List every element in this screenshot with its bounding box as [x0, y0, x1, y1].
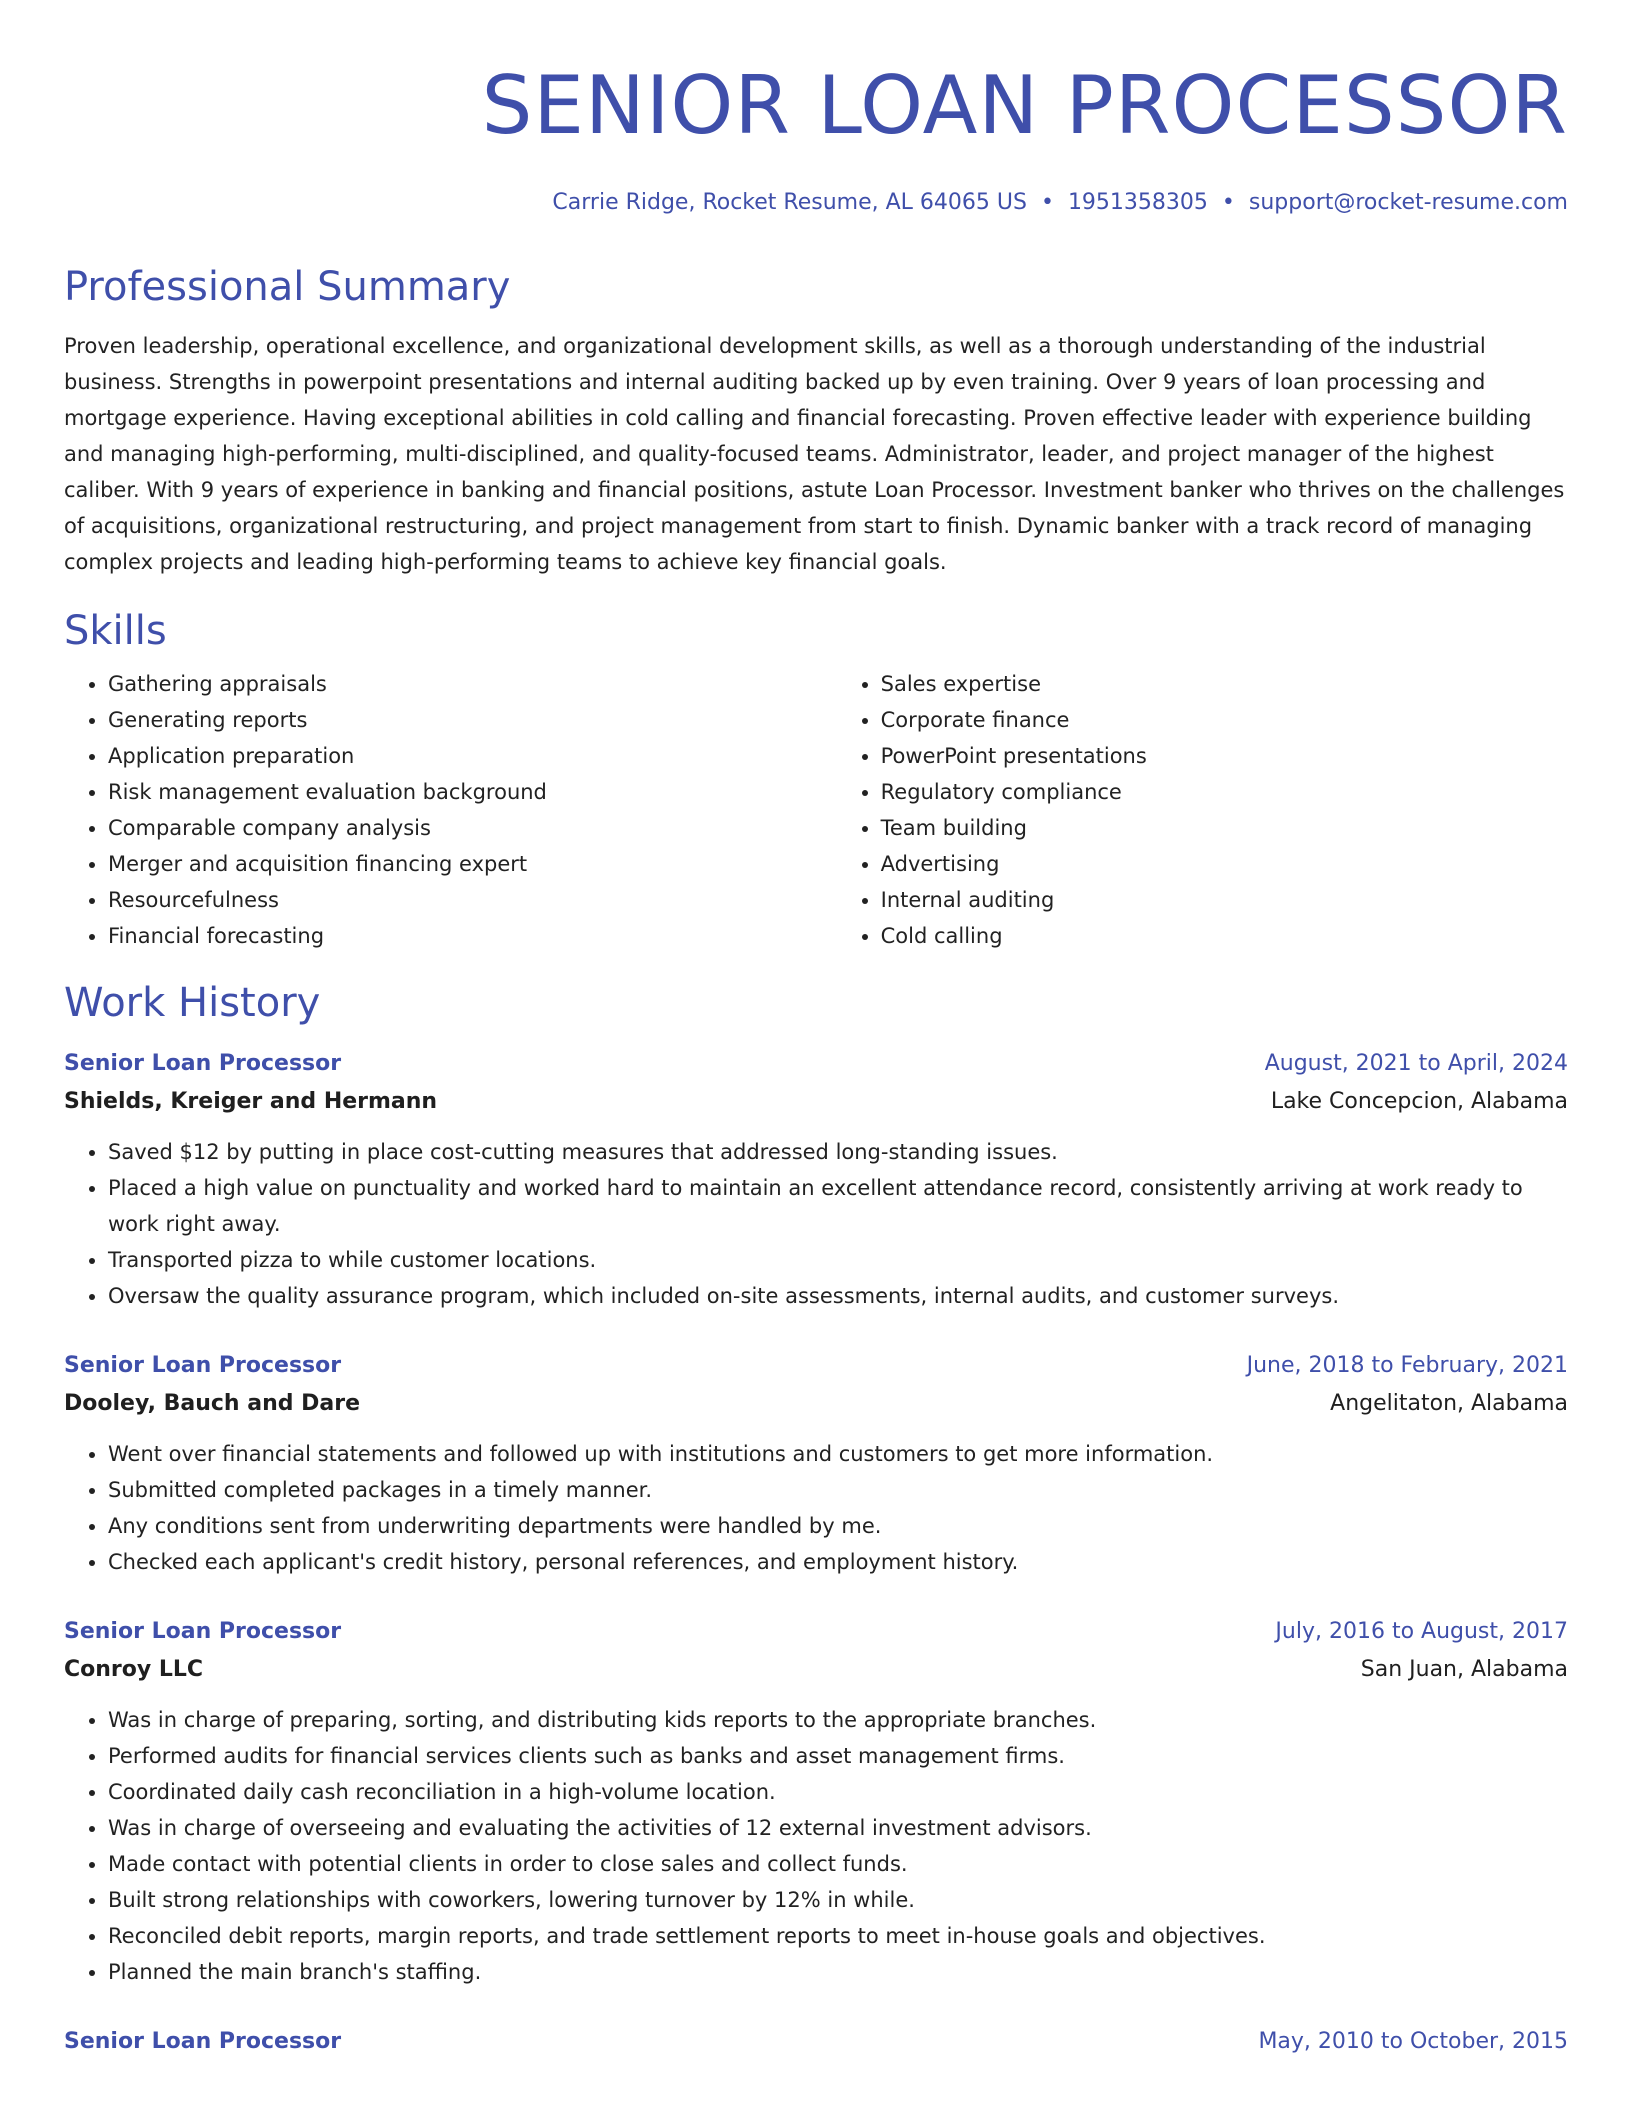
job-location: Lake Concepcion, Alabama [1270, 1089, 1568, 1114]
job-bullet: • Coordinated daily cash reconciliation in a high-volume location. [108, 1774, 1568, 1810]
job-bullet: • Transported pizza to while customer locations. [108, 1242, 1568, 1278]
job-bullet: • Made contact with potential clients in order to close sales and collect funds. [108, 1846, 1568, 1882]
job-bullet: • Submitted completed packages in a timely manner. [108, 1472, 1568, 1508]
skill-item: • Internal auditing [881, 882, 1568, 918]
skill-item: • Comparable company analysis [108, 810, 837, 846]
skills-column-left [64, 666, 837, 954]
job-dates: June, 2018 to February, 2021 [1246, 1353, 1568, 1378]
job-bullet: • Checked each applicant's credit history, personal references, and employment history. [108, 1544, 1568, 1580]
skill-item: • PowerPoint presentations [881, 738, 1568, 774]
resume-name-heading: SENIOR LOAN PROCESSOR [481, 59, 1568, 152]
skills-list [64, 666, 1568, 954]
contact-phone: 1951358305 [1067, 190, 1208, 215]
job-bullet: • Performed audits for financial services clients such as banks and asset management firms. [108, 1738, 1568, 1774]
contact-separator: • [1221, 190, 1235, 215]
skill-item: • Cold calling [881, 918, 1568, 954]
skill-item: • Application preparation [108, 738, 837, 774]
contact-address: Carrie Ridge, Rocket Resume, AL 64065 US [552, 190, 1027, 215]
skill-item: • Generating reports [108, 702, 837, 738]
contact-line [64, 188, 1568, 218]
job-bullets [64, 1702, 1568, 1990]
job-company: Conroy LLC [64, 1657, 204, 1682]
job-title: Senior Loan Processor [64, 1353, 342, 1378]
job-location: San Juan, Alabama [1360, 1657, 1568, 1682]
section-title-summary: Professional Summary [64, 264, 511, 310]
contact-separator: • [1040, 190, 1054, 215]
job-title: Senior Loan Processor [64, 2029, 342, 2054]
job-bullet: • Was in charge of preparing, sorting, and distributing kids reports to the appropriate branches. [108, 1702, 1568, 1738]
skill-item: • Advertising [881, 846, 1568, 882]
job-title: Senior Loan Processor [64, 1051, 342, 1076]
section-title-work-history: Work History [64, 980, 321, 1026]
job-entry [64, 1614, 1568, 1990]
resume-page [64, 0, 1568, 2060]
job-bullet: • Any conditions sent from underwriting departments were handled by me. [108, 1508, 1568, 1544]
job-bullet: • Built strong relationships with coworkers, lowering turnover by 12% in while. [108, 1882, 1568, 1918]
job-company: Shields, Kreiger and Hermann [64, 1089, 438, 1114]
skill-item: • Merger and acquisition financing expert [108, 846, 837, 882]
skill-item: • Gathering appraisals [108, 666, 837, 702]
skill-item: • Risk management evaluation background [108, 774, 837, 810]
job-bullet: • Was in charge of overseeing and evaluating the activities of 12 external investment advisors. [108, 1810, 1568, 1846]
job-title: Senior Loan Processor [64, 1619, 342, 1644]
job-dates: August, 2021 to April, 2024 [1264, 1051, 1568, 1076]
section-title-skills: Skills [64, 608, 167, 654]
summary-text: Proven leadership, operational excellence, and organizational development skills, as well as a thorough understanding of the industrial business. Strengths in powerpoint presentations and internal auditing backed up by even training. Over 9 years of loan processing and mortgage experience. Having exceptional abilities in cold calling and financial forecasting. Proven effective leader with experience building and managing high-performing, multi-disciplined, and quality-focused teams. Administrator, leader, and project manager of the highest caliber. With 9 years of experience in banking and financial positions, astute Loan Processor. Investment banker who thrives on the challenges of acquisitions, organizational restructuring, and project management from start to finish. Dynamic banker with a track record of managing complex projects and leading high-performing teams to achieve key financial goals. [64, 334, 1565, 574]
skill-item: • Team building [881, 810, 1568, 846]
skill-item: • Resourcefulness [108, 882, 837, 918]
contact-email[interactable]: support@rocket-resume.com [1248, 190, 1568, 215]
job-entry [64, 1046, 1568, 1314]
skills-column-right [837, 666, 1568, 954]
job-bullet: • Went over financial statements and followed up with institutions and customers to get more information. [108, 1436, 1568, 1472]
job-company: Dooley, Bauch and Dare [64, 1391, 361, 1416]
skill-item: • Sales expertise [881, 666, 1568, 702]
job-bullet: • Saved $12 by putting in place cost-cutting measures that addressed long-standing issues. [108, 1134, 1568, 1170]
job-dates: July, 2016 to August, 2017 [1275, 1619, 1568, 1644]
skill-item: • Regulatory compliance [881, 774, 1568, 810]
job-entry [64, 1348, 1568, 1580]
skill-item: • Financial forecasting [108, 918, 837, 954]
job-bullet: • Oversaw the quality assurance program, which included on-site assessments, internal audits, and customer surveys. [108, 1278, 1568, 1314]
job-location: Angelitaton, Alabama [1330, 1391, 1568, 1416]
job-bullet: • Placed a high value on punctuality and worked hard to maintain an excellent attendance record, consistently arriving at work ready to work right away. [108, 1170, 1568, 1242]
job-dates: May, 2010 to October, 2015 [1258, 2029, 1568, 2054]
job-bullets [64, 1134, 1568, 1314]
job-bullet: • Reconciled debit reports, margin reports, and trade settlement reports to meet in-house goals and objectives. [108, 1918, 1568, 1954]
job-entry [64, 2024, 1568, 2060]
job-bullets [64, 1436, 1568, 1580]
job-bullet: • Planned the main branch's staffing. [108, 1954, 1568, 1990]
skill-item: • Corporate finance [881, 702, 1568, 738]
